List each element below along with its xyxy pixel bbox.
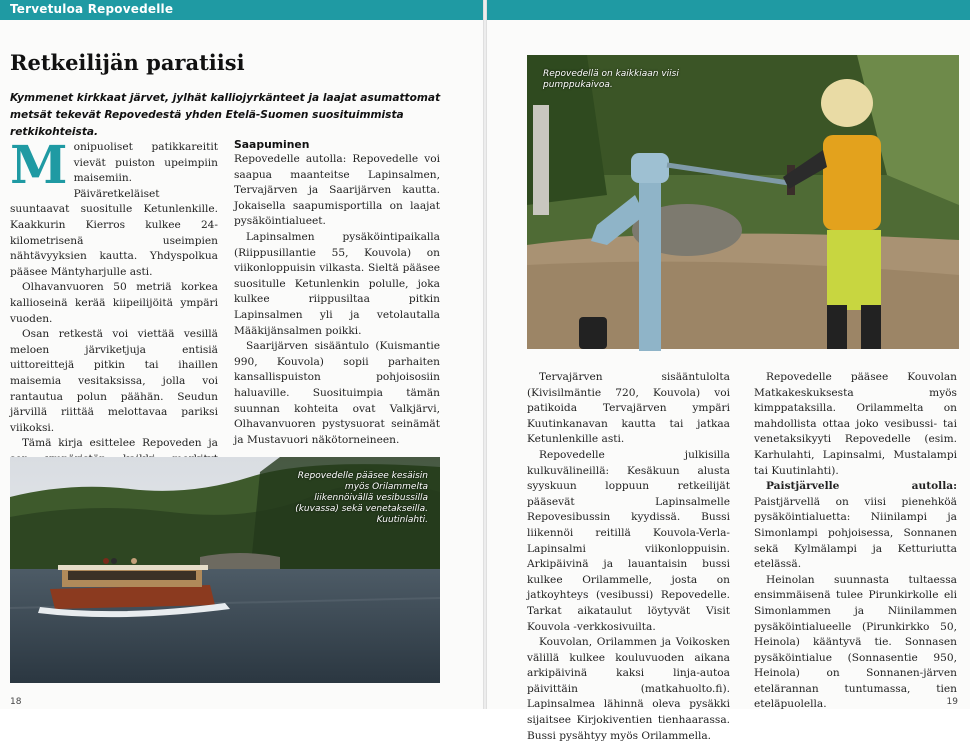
- paragraph: Lapinsalmen pysäköintipaikalla (Riippusillantie 55, Kouvola) on viikonloppuisin vilkasta. Sieltä pääsee suositulle Ketunlenkin polulle, joka kulkee riippusiltaa pitkin Lapinsalmen yli ja vetolautalla Määkijänsalmen poikki.: [234, 230, 440, 337]
- intro-paragraph: [10, 135, 218, 280]
- paragraph: Tämä kirja esittelee Repoveden ja: [22, 437, 218, 450]
- lake-boat-photo: [10, 457, 440, 683]
- paragraph: Heinolan suunnasta tultaessa ensimmäisenä tulee Pirunkirkolle eli Simonlammen ja Niinilammen pysäköintialueelle (Pirunkirkko 50, Heinola) kääntyvä tie. Sonnasen pysäköintialue (Sonnasentie 950, Heinola) on Sonnanen-järven etelärannan tuntumassa, tien eteläpuolella.: [754, 573, 957, 711]
- page-number-left: 18: [10, 697, 22, 707]
- paragraph: [754, 479, 957, 573]
- left-column-2: [234, 138, 440, 448]
- section-header-band: [0, 0, 483, 20]
- paragraph-text: Paistjärvellä on viisi pienehköä pysäköintialuetta: Niinilampi ja Simonlampi pohjoisessa, Sonnanen sekä Kylmälampi ja Ketturiutta etelässä.: [754, 495, 957, 571]
- right-column-1: [527, 370, 730, 744]
- lead-paragraph: Kymmenet kirkkaat järvet, jylhät kalliojyrkänteet ja laajat asumattomat metsät tekevät Repovedestä yhden Etelä-Suomen suosituimmista retkikohteista.: [10, 92, 441, 138]
- lake-photo-caption: Repovedelle pääsee kesäisin myös Orilammelta liikennöivällä vesibussilla (kuvassa) sekä venetakseilla. Kuutinlahti.: [295, 471, 428, 525]
- paragraph: Kouvolan, Orilammen ja Voikosken välillä kulkee kouluvuoden aikana arkipäivinä kaksi linja-autoa päivittäin (matkahuolto.fi). Lapinsalmea lähinnä oleva pysäkki sijaitsee Kirjokiventien tienhaarassa. Bussi pysähtyy myös Orilammella.: [527, 636, 730, 742]
- right-page: [487, 0, 970, 742]
- paragraph: Olhavanvuoren 50 metriä korkea kallioseinä kerää kiipeilijöitä ympäri vuoden.: [10, 281, 218, 325]
- water-pump-illustration: [527, 55, 959, 349]
- page-number-right: 19: [946, 697, 958, 707]
- drop-cap: M: [10, 135, 68, 196]
- section-title: Tervetuloa Repovedelle: [10, 2, 174, 16]
- paragraph: Repovedelle julkisilla kulkuvälineillä: Kesäkuun alusta syyskuun loppuun retkeilijät pääsevät Lapinsalmelle Repovesibussin kyydissä. Bussi liikennöi reitillä Kouvola-Verla-Lapinsalmi viikonloppuisin. Arkipäivinä ja lauantaisin bussi kulkee Orilammelle, josta on jatkoyhteys (vesibussi) Repovedelle. Tarkat aikataulut löytyvät Visit Kouvola -verkkosivuilta.: [527, 448, 730, 633]
- left-page: [0, 0, 483, 709]
- paragraph: Osan retkestä voi viettää vesillä meloen järviketjuja entisiä uittoreittejä pitkin tai ihaillen maisemia vesitaksissa, jolla voi rantautua polun päähän. Seudun järvillä riittää melottavaa pariksi viikoksi.: [10, 328, 218, 434]
- paragraph: Tervajärven sisääntulolta (Kivisilmäntie 720, Kouvola) voi patikoida Tervajärven ympäri Kuutinkanavan kautta tai jatkaa Ketunlenkille asti.: [527, 371, 730, 446]
- paragraph: Repovedelle pääsee Kouvolan Matkakeskuksesta myös kimppataksilla. Orilammelta on mahdollista ottaa joko vesibussi- tai venetaksikyyti Repovedelle (esim. Karhulahti, Lapinsalmi, Mustalampi tai Kuutinlahti).: [754, 371, 957, 477]
- page-title: Retkeilijän paratiisi: [10, 50, 245, 75]
- paragraph: Saarijärven sisääntulo (Kuismantie 990, Kouvola) sopii parhaiten kansallispuiston pohjoisosiin haluaville. Suosituimpia tämän suunnan kohteita ovat Valkjärvi, Olhavanvuoren pystysuorat seinämät ja Mustavuori näkötorneineen.: [234, 340, 440, 446]
- pump-photo-caption: Repovedellä on kaikkiaan viisi pumppukaivoa.: [543, 69, 679, 90]
- paragraph-text: onipuoliset patikkareitit vievät puiston upeimpiin maisemiin. Päiväretkeläiset suuntaavat suositulle Ketunlenkille. Kaakkurin Kierros kulkee 24-kilometrisenä useimpien nähtävyyksien kautta. Yhdyspolkua pääsee Mäntyharjulle asti.: [10, 141, 218, 278]
- right-column-2: [754, 370, 957, 713]
- paragraph: Repovedelle autolla: Repovedelle voi saapua maanteitse Lapinsalmen, Tervajärven ja Saarijärven kautta. Jokaisella saapumisportilla on laajat pysäköintialueet.: [234, 153, 440, 228]
- section-header-band-right: [487, 0, 970, 20]
- inline-heading-paistjarvi: Paistjärvelle autolla:: [766, 480, 957, 493]
- section-heading-saapuminen: Saapuminen: [234, 138, 310, 151]
- water-pump-photo: [527, 55, 959, 349]
